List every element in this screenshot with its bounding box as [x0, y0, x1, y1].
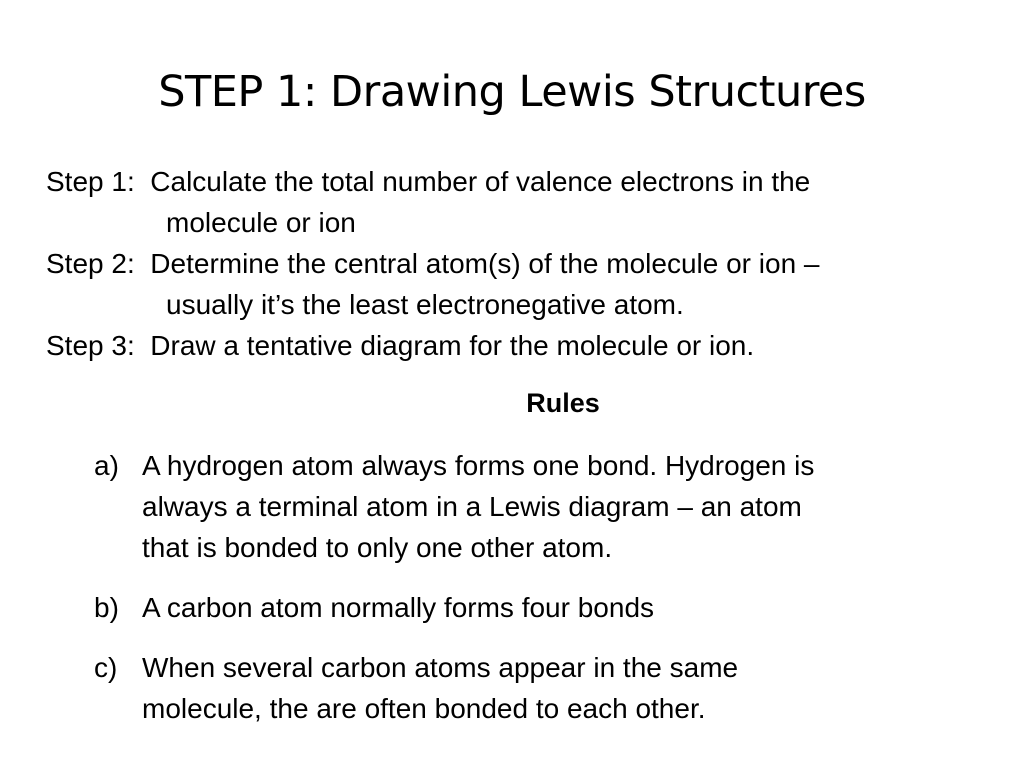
- rule-b-line-1: A carbon atom normally forms four bonds: [142, 592, 655, 623]
- step-1-label: Step 1:: [46, 166, 135, 197]
- rule-b-label: b): [94, 592, 119, 623]
- rule-a-line-2: always a terminal atom in a Lewis diagram – an atom: [142, 491, 802, 522]
- rule-a-label: a): [94, 450, 119, 481]
- step-3-line-1: [46, 325, 820, 366]
- rule-item-a: [94, 445, 994, 568]
- step-1-text-line-1: Calculate the total number of valence electrons in the: [150, 166, 811, 197]
- rule-a-line-3: that is bonded to only one other atom.: [142, 532, 613, 563]
- step-2-line-1: [46, 243, 820, 284]
- rules-heading: Rules: [526, 388, 600, 418]
- step-3-label: Step 3:: [46, 330, 135, 361]
- rules-list: [94, 445, 994, 748]
- rule-c-text: [142, 647, 994, 729]
- rule-a-text: [142, 445, 994, 568]
- step-1-text-line-2: molecule or ion: [166, 207, 356, 238]
- steps-list: [46, 161, 820, 366]
- rule-item-b: [94, 587, 994, 628]
- slide-title: STEP 1: Drawing Lewis Structures: [158, 67, 866, 117]
- step-2-label: Step 2:: [46, 248, 135, 279]
- step-2-text-line-1: Determine the central atom(s) of the molecule or ion –: [150, 248, 820, 279]
- rule-item-c: [94, 647, 994, 729]
- step-2-text-line-2: usually it’s the least electronegative atom.: [166, 289, 684, 320]
- rule-c-line-1: When several carbon atoms appear in the same: [142, 652, 739, 683]
- rule-c-line-2: molecule, the are often bonded to each other.: [142, 693, 706, 724]
- rule-a-line-1: A hydrogen atom always forms one bond. Hydrogen is: [142, 450, 815, 481]
- step-3-text-line-1: Draw a tentative diagram for the molecule or ion.: [150, 330, 755, 361]
- rule-b-text: [142, 587, 994, 628]
- rule-c-label: c): [94, 652, 118, 683]
- step-1-line-1: [46, 161, 820, 202]
